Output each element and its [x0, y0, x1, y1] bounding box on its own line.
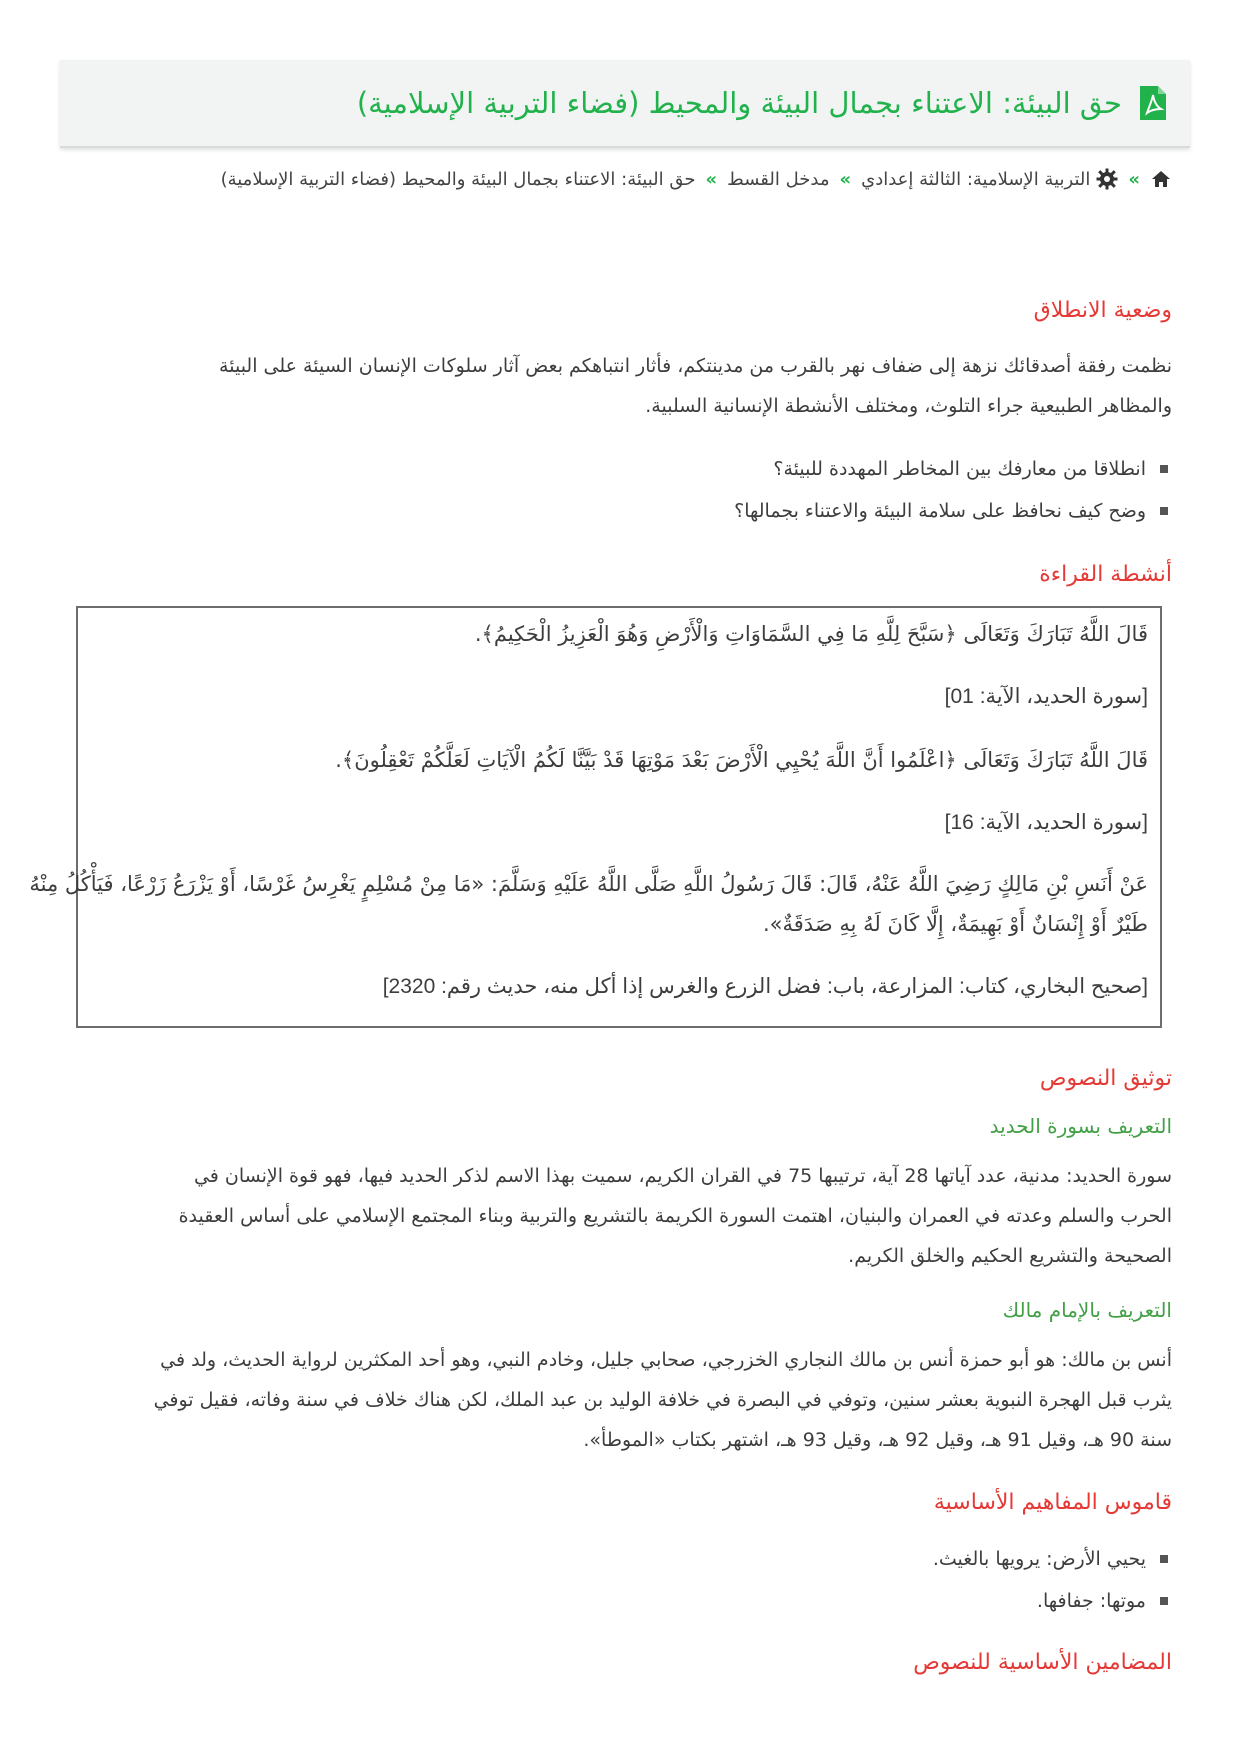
list-item — [72, 490, 1172, 532]
bullet-icon — [1160, 1597, 1168, 1605]
breadcrumb-item-subject[interactable]: التربية الإسلامية: الثالثة إعدادي — [861, 168, 1091, 190]
list-item-text: يحيي الأرض: يرويها بالغيث. — [932, 1548, 1146, 1570]
surah-paragraph-line: الحرب والسلم وعدته في العمران والبنيان، اهتمت السورة الكريمة بالتشريع والتربية وبناء المجتمع الإسلامي على أساس العقيدة — [178, 1205, 1172, 1227]
hadith-reference: [صحيح البخاري، كتاب: المزارعة، باب: فضل الزرع والغرس إذا أكل منه، حديث رقم: 2320] — [382, 975, 1148, 998]
breadcrumb-separator: » — [839, 168, 852, 190]
verse-reference: [سورة الحديد، الآية: 01] — [944, 685, 1148, 708]
verse-text: قَالَ اللَّهُ تَبَارَكَ وَتَعَالَى ﴿سَبَّحَ لِلَّهِ مَا فِي السَّمَاوَاتِ وَالْأَرْضِ وَهُوَ الْعَزِيزُ الْحَكِيمُ﴾. — [474, 622, 1148, 646]
starting-questions — [72, 448, 1172, 532]
malik-paragraph-line: أنس بن مالك: هو أبو حمزة أنس بن مالك النجاري الخزرجي، صحابي جليل، وخادم النبي، وهو أحد المكثرين لرواية الحديث، ولد في — [160, 1349, 1172, 1371]
breadcrumb-separator: » — [705, 168, 718, 190]
list-item-text: وضح كيف نحافظ على سلامة البيئة والاعتناء بجمالها؟ — [734, 500, 1146, 522]
starting-paragraph-line: نظمت رفقة أصدقائك نزهة إلى ضفاف نهر بالقرب من مدينتكم، فأثار انتباهكم بعض آثار سلوكات الإنسان السيئة على البيئة — [219, 355, 1172, 377]
reading-texts-box — [29, 606, 1162, 1028]
list-item-text: موتها: جفافها. — [1036, 1590, 1146, 1612]
home-icon[interactable] — [1150, 169, 1172, 189]
page-title: حق البيئة: الاعتناء بجمال البيئة والمحيط (فضاء التربية الإسلامية) — [356, 86, 1122, 120]
sub-heading-surah: التعريف بسورة الحديد — [989, 1114, 1172, 1138]
sub-heading-malik: التعريف بالإمام مالك — [1002, 1298, 1172, 1322]
list-item-text: انطلاقا من معارفك بين المخاطر المهددة للبيئة؟ — [773, 458, 1146, 480]
breadcrumb-item-current: حق البيئة: الاعتناء بجمال البيئة والمحيط (فضاء التربية الإسلامية) — [220, 168, 696, 190]
breadcrumb — [221, 168, 1172, 190]
starting-paragraph-line: والمظاهر الطبيعية جراء التلوث، ومختلف الأنشطة الإنسانية السلبية. — [645, 395, 1172, 417]
list-item — [72, 1580, 1172, 1622]
bullet-icon — [1160, 507, 1168, 515]
bullet-icon — [1160, 1555, 1168, 1563]
section-heading-documentation: توثيق النصوص — [1039, 1066, 1172, 1091]
malik-paragraph-line: سنة 90 هـ، وقيل 91 هـ، وقيل 92 هـ، وقيل 93 هـ، اشتهر بكتاب «الموطأ». — [583, 1429, 1172, 1451]
hadith-text: طَيْرٌ أَوْ إِنْسَانٌ أَوْ بَهِيمَةٌ، إِلَّا كَانَ لَهُ بِهِ صَدَقَةٌ». — [762, 912, 1148, 936]
gear-icon — [1096, 168, 1118, 190]
list-item — [72, 1538, 1172, 1580]
section-heading-starting: وضعية الانطلاق — [1033, 298, 1172, 323]
surah-paragraph-line: الصحيحة والتشريع الحكيم والخلق الكريم. — [848, 1245, 1172, 1267]
section-heading-reading: أنشطة القراءة — [1039, 562, 1172, 587]
section-heading-contents: المضامين الأساسية للنصوص — [913, 1650, 1172, 1675]
surah-paragraph-line: سورة الحديد: مدنية، عدد آياتها 28 آية، ترتيبها 75 في القران الكريم، سميت بهذا الاسم لذكر الحديد فيها، فهو قوة الإنسان في — [193, 1165, 1172, 1187]
glossary-list — [72, 1538, 1172, 1622]
bullet-icon — [1160, 465, 1168, 473]
hadith-text: عَنْ أَنَسِ بْنِ مَالِكٍ رَضِيَ اللَّهُ عَنْهُ، قَالَ: قَالَ رَسُولُ اللَّهِ صَلَّى اللَّهُ عَلَيْهِ وَسَلَّمَ: «مَا مِنْ مُسْلِمٍ يَغْرِسُ غَرْسًا، أَوْ يَزْرَعُ زَرْعًا، فَيَأْكُلُ مِنْهُ — [29, 872, 1148, 896]
breadcrumb-item-unit[interactable]: مدخل القسط — [727, 168, 830, 190]
list-item — [72, 448, 1172, 490]
verse-text: قَالَ اللَّهُ تَبَارَكَ وَتَعَالَى ﴿اعْلَمُوا أَنَّ اللَّهَ يُحْيِي الْأَرْضَ بَعْدَ مَوْتِهَا قَدْ بَيَّنَّا لَكُمُ الْآيَاتِ لَعَلَّكُمْ تَعْقِلُونَ﴾. — [335, 748, 1148, 772]
breadcrumb-separator: » — [1128, 168, 1140, 190]
page-title-bar — [60, 60, 1190, 148]
pdf-icon[interactable] — [1138, 85, 1168, 121]
verse-reference: [سورة الحديد، الآية: 16] — [944, 811, 1148, 834]
section-heading-glossary: قاموس المفاهيم الأساسية — [933, 1490, 1172, 1515]
malik-paragraph-line: يثرب قبل الهجرة النبوية بعشر سنين، وتوفي في البصرة في خلافة الوليد بن عبد الملك، لكن هناك خلاف في سنة وفاته، فقيل توفي — [153, 1389, 1172, 1411]
